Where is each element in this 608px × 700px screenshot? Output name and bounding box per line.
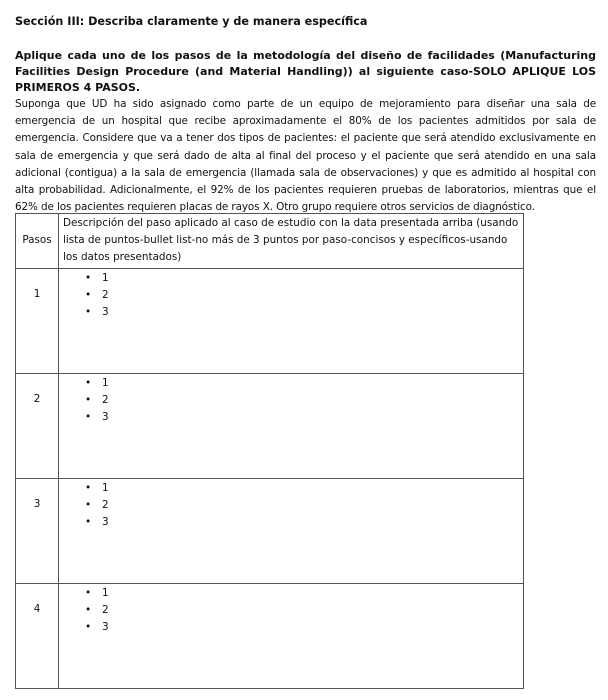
header-description: Descripción del paso aplicado al caso de estudio con la data presentada arriba (usando lista de puntos-bullet list-no más de 3 puntos por paso-concisos y específicos-usando los datos presentados) (59, 214, 524, 269)
bullet-list (59, 479, 523, 532)
document-page (15, 14, 596, 216)
bullet-icon: • (85, 515, 92, 528)
list-item: • 2 (102, 392, 523, 409)
list-item: • 3 (102, 514, 523, 531)
table-row (16, 373, 524, 478)
table-row (16, 268, 524, 373)
step-number: 1 (33, 287, 41, 300)
step-number: 3 (33, 497, 41, 510)
list-item: • 1 (102, 375, 523, 392)
header-pasos: Pasos (16, 214, 59, 269)
step-number: 4 (33, 602, 41, 615)
bullet-icon: • (85, 586, 92, 599)
bullet-icon: • (85, 481, 92, 494)
bullet-list (59, 269, 523, 322)
bullet-icon: • (85, 620, 92, 633)
step-description-cell[interactable] (59, 583, 524, 688)
bullet-icon: • (85, 305, 92, 318)
list-item: • 1 (102, 585, 523, 602)
step-description-cell[interactable] (59, 268, 524, 373)
step-description-cell[interactable] (59, 373, 524, 478)
bullet-list (59, 584, 523, 637)
bullet-list (59, 374, 523, 427)
bullet-icon: • (85, 393, 92, 406)
bullet-icon: • (85, 271, 92, 284)
bullet-icon: • (85, 376, 92, 389)
step-description-cell[interactable] (59, 478, 524, 583)
table-header-row (16, 214, 524, 269)
list-item: • 1 (102, 270, 523, 287)
list-item: • 3 (102, 409, 523, 426)
instructions-heading: Aplique cada uno de los pasos de la metodología del diseño de facilidades (Manufacturing Facilities Design Procedure (and Material Handling)) al siguiente caso-SOLO APLIQUE LOS PRIMEROS 4 PASOS. (15, 49, 596, 94)
bullet-icon: • (85, 410, 92, 423)
list-item: • 3 (102, 304, 523, 321)
bullet-icon: • (85, 288, 92, 301)
list-item: • 2 (102, 602, 523, 619)
step-number: 2 (33, 392, 41, 405)
steps-table (15, 213, 524, 689)
case-paragraph: Suponga que UD ha sido asignado como parte de un equipo de mejoramiento para diseñar una sala de emergencia de un hospital que recibe aproximadamente el 80% de los pacientes admitidos por sala de emergencia. Considere que va a tener dos tipos de pacientes: el paciente que será atendido exclusivamente en sala de emergencia y que será dado de alta al final del proceso y el paciente que será atendido en una sala adicional (contigua) a la sala de emergencia (llamada sala de observaciones) y que es admitido al hospital con alta probabilidad. Adicionalmente, el 92% de los pacientes requieren pruebas de laboratorios, mientras que el 62% de los pacientes requieren placas de rayos X. Otro grupo requiere otros servicios de diagnóstico. (15, 98, 596, 214)
bullet-icon: • (85, 498, 92, 511)
bullet-icon: • (85, 603, 92, 616)
list-item: • 3 (102, 619, 523, 636)
table-row (16, 478, 524, 583)
section-title: Sección III: Describa claramente y de manera específica (15, 15, 368, 28)
list-item: • 2 (102, 287, 523, 304)
list-item: • 2 (102, 497, 523, 514)
list-item: • 1 (102, 480, 523, 497)
table-row (16, 583, 524, 688)
